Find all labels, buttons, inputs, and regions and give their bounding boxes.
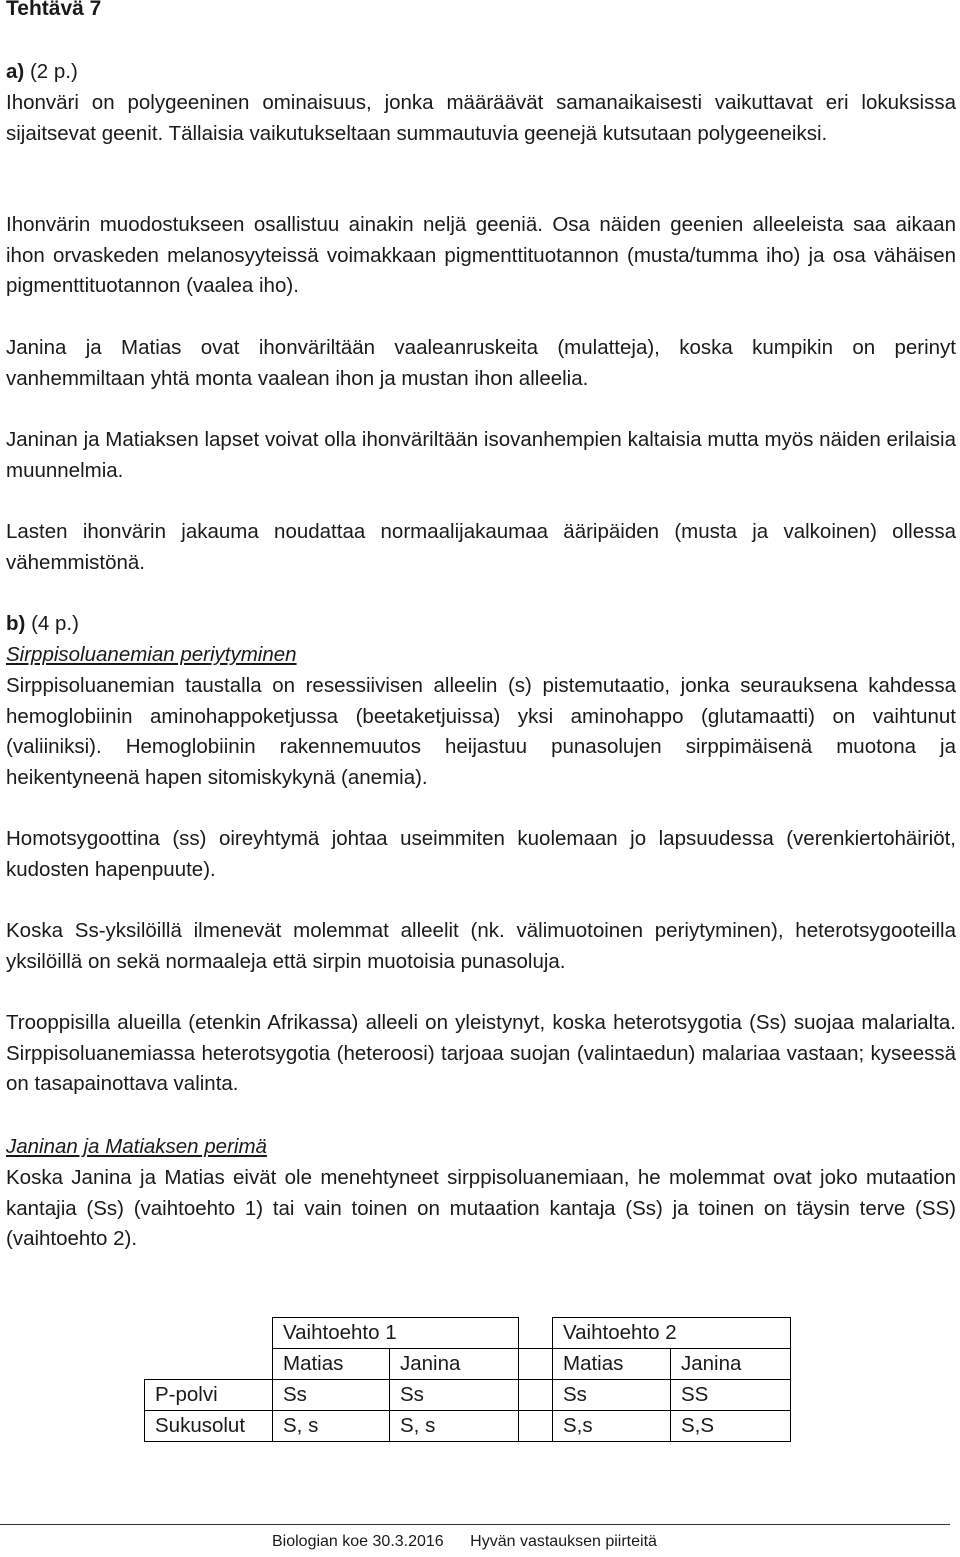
- section-heading-sickle-cell: [6, 640, 956, 671]
- table-row: [145, 1380, 791, 1411]
- page-title: Tehtävä 7: [6, 0, 102, 20]
- part-a-header: [6, 57, 956, 88]
- option-1-header: Vaihtoehto 1: [273, 1318, 519, 1349]
- part-b-paragraph-4: Trooppisilla alueilla (etenkin Afrikassa) alleeli on yleistynyt, koska heterotsygotia (Ss) suojaa malarialta. Sirppisoluanemiassa heterotsygotia (heteroosi) tarjoaa suojan (valintaedun) malariaa vastaan; kyseessä on tasapainottava valinta.: [6, 1011, 956, 1095]
- row-label: Sukusolut: [145, 1411, 273, 1442]
- part-a-paragraph-5: Lasten ihonvärin jakauma noudattaa normaalijakaumaa ääripäiden (musta ja valkoinen) ollessa vähemmistönä.: [6, 520, 956, 574]
- part-b-paragraph-2: Homotsygoottina (ss) oireyhtymä johtaa useimmiten kuolemaan jo lapsuudessa (verenkiertohäiriöt, kudosten hapenpuute).: [6, 827, 956, 881]
- part-a-paragraph-3: Janina ja Matias ovat ihonväriltään vaaleanruskeita (mulatteja), koska kumpikin on perinyt vanhemmiltaan yhtä monta vaalean ihon ja mustan ihon alleelia.: [6, 336, 956, 390]
- table-cell: S,s: [553, 1411, 671, 1442]
- col-header-janina: Janina: [390, 1349, 519, 1380]
- table-row: [145, 1411, 791, 1442]
- section-heading-genome: [6, 1132, 956, 1163]
- col-header-matias: Matias: [273, 1349, 390, 1380]
- part-b-points: (4 p.): [31, 612, 79, 635]
- table-cell: SS: [671, 1380, 791, 1411]
- part-a-paragraph-1: Ihonväri on polygeeninen ominaisuus, jonka määräävät samanaikaisesti vaikuttavat eri lokuksissa sijaitsevat geenit. Tällaisia vaikutukseltaan summautuvia geenejä kutsutaan polygeeneiksi.: [6, 91, 956, 145]
- part-b-paragraph-1: Sirppisoluanemian taustalla on resessiivisen alleelin (s) pistemutaatio, jonka seurauksena kahdessa hemoglobiinin aminohappoketjussa (beetaketjuissa) yksi aminohappo (glutamaatti) on vaihtunut (valiiniksi). Hemoglobiinin rakennemuutos heijastuu punasolujen sirppimäisenä muotona ja heikentyneenä hapen sitomiskykynä (anemia).: [6, 674, 956, 789]
- part-b-paragraph-3: Koska Ss-yksilöillä ilmenevät molemmat alleelit (nk. välimuotoinen periytyminen), heterotsygooteilla yksilöillä on sekä normaaleja että sirpin muotoisia punasoluja.: [6, 919, 956, 973]
- punnett-table: [144, 1317, 791, 1442]
- col-header-janina: Janina: [671, 1349, 791, 1380]
- footer-exam-name: Biologian koe 30.3.2016: [272, 1533, 444, 1550]
- part-a-paragraph-4: Janinan ja Matiaksen lapset voivat olla ihonväriltään isovanhempien kaltaisia mutta myös näiden erilaisia muunnelmia.: [6, 428, 956, 482]
- table-row: [145, 1318, 791, 1349]
- section-heading-genome-text: Janinan ja Matiaksen perimä: [6, 1135, 267, 1158]
- part-a-points: (2 p.): [29, 60, 78, 83]
- footer-subtitle: Hyvän vastauksen piirteitä: [470, 1533, 657, 1550]
- table-cell: Ss: [273, 1380, 390, 1411]
- part-b-label: b): [6, 612, 26, 635]
- part-b-paragraph-last: Koska Janina ja Matias eivät ole menehtyneet sirppisoluanemiaan, he molemmat ovat joko mutaation kantajia (Ss) (vaihtoehto 1) tai vain toinen on mutaation kantaja (Ss) ja toinen on täysin terve (SS) (vaihtoehto 2).: [6, 1166, 956, 1250]
- row-label: P-polvi: [145, 1380, 273, 1411]
- table-cell: Ss: [390, 1380, 519, 1411]
- part-a-label: a): [6, 60, 25, 83]
- part-a-paragraph-2: Ihonvärin muodostukseen osallistuu ainakin neljä geeniä. Osa näiden geenien alleeleista saa aikaan ihon orvaskeden melanosyyteissä voimakkaan pigmenttituotannon (musta/tumma iho) ja osa vähäisen pigmenttituotannon (vaalea iho).: [6, 213, 956, 297]
- table-cell: Ss: [553, 1380, 671, 1411]
- table-row: [145, 1349, 791, 1380]
- page-footer: [272, 1533, 679, 1551]
- table-cell: S, s: [273, 1411, 390, 1442]
- table-cell: S,S: [671, 1411, 791, 1442]
- option-2-header: Vaihtoehto 2: [553, 1318, 791, 1349]
- footer-divider: [0, 1524, 950, 1525]
- table-cell: S, s: [390, 1411, 519, 1442]
- section-heading-sickle-cell-text: Sirppisoluanemian periytyminen: [6, 643, 297, 666]
- col-header-matias: Matias: [553, 1349, 671, 1380]
- part-b-header: [6, 609, 956, 640]
